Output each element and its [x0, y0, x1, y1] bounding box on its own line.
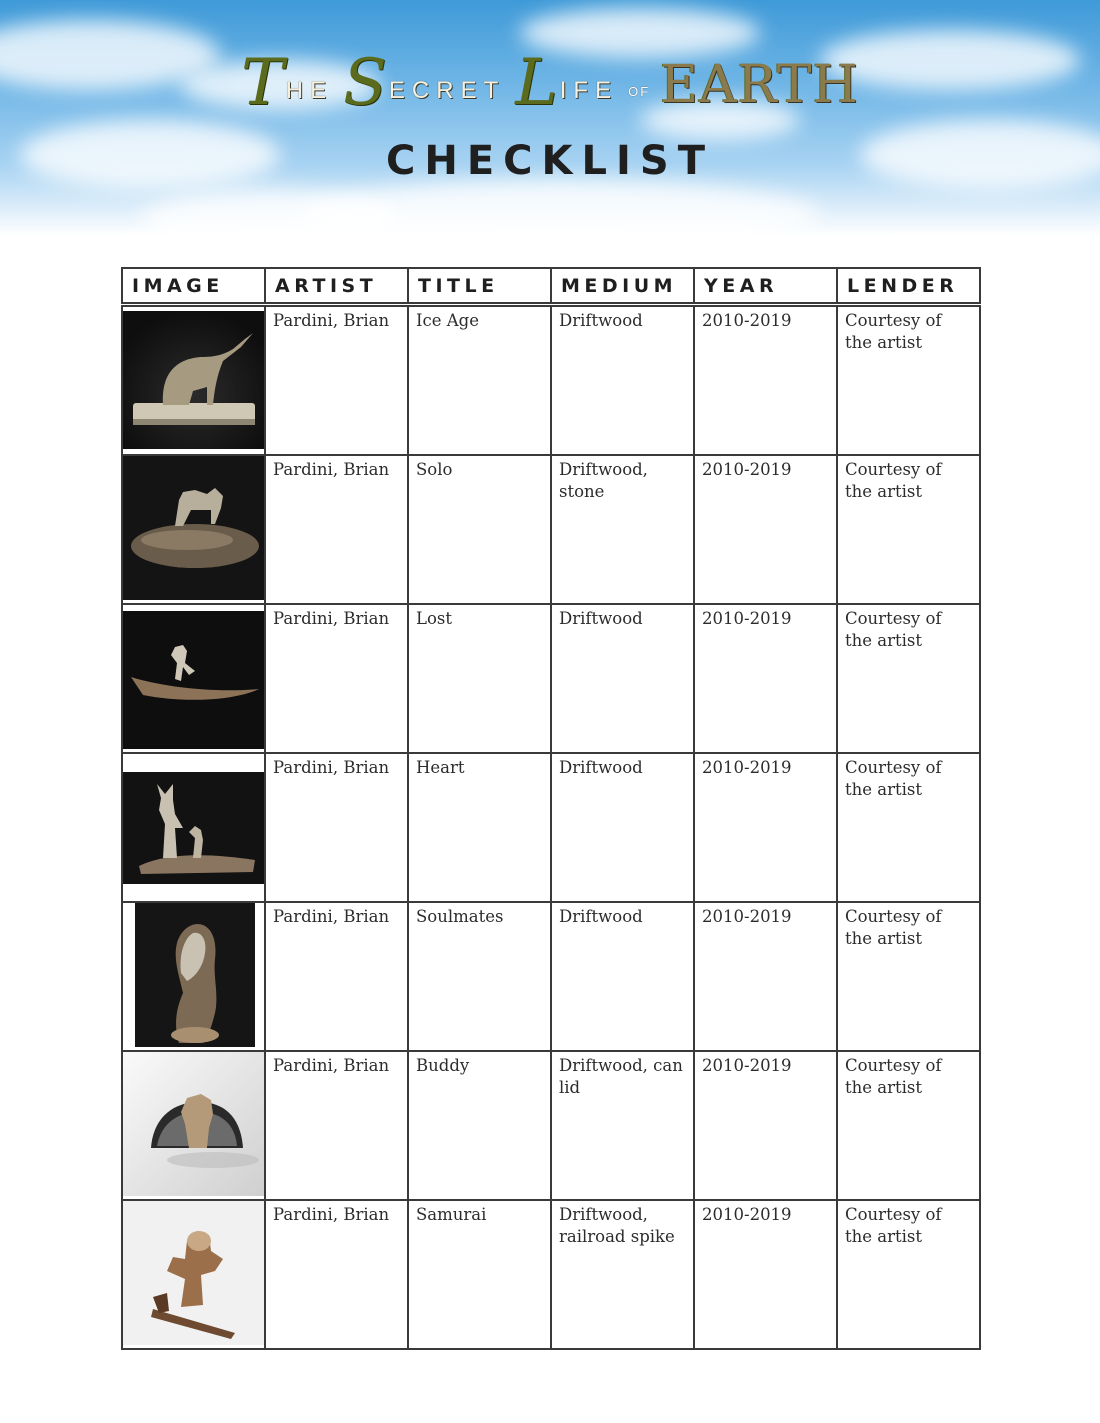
artwork-photo	[123, 754, 265, 898]
artwork-image-cell	[122, 753, 265, 902]
sky-banner	[0, 0, 1100, 236]
artwork-photo	[123, 307, 265, 451]
lender-cell: Courtesy of the artist	[837, 305, 980, 456]
table-row	[122, 455, 980, 604]
logo-word-the	[241, 46, 334, 120]
table-header-row	[122, 268, 980, 305]
column-header-lender: LENDER	[837, 268, 980, 305]
artist-cell: Pardini, Brian	[265, 753, 408, 902]
medium-cell: Driftwood, railroad spike	[551, 1200, 694, 1349]
medium-cell: Driftwood	[551, 902, 694, 1051]
logo-initial: S	[343, 46, 387, 120]
column-header-medium: MEDIUM	[551, 268, 694, 305]
artwork-image-cell	[122, 902, 265, 1051]
artwork-photo	[123, 903, 265, 1047]
column-header-year: YEAR	[694, 268, 837, 305]
lender-cell: Courtesy of the artist	[837, 1051, 980, 1200]
artwork-image-cell	[122, 455, 265, 604]
artist-cell: Pardini, Brian	[265, 902, 408, 1051]
artwork-image-cell	[122, 1051, 265, 1200]
year-cell: 2010-2019	[694, 455, 837, 604]
lender-cell: Courtesy of the artist	[837, 1200, 980, 1349]
checklist-table	[121, 267, 981, 1350]
medium-cell: Driftwood, stone	[551, 455, 694, 604]
year-cell: 2010-2019	[694, 305, 837, 456]
artwork-image-cell	[122, 1200, 265, 1349]
exhibition-logo	[0, 46, 1100, 120]
year-cell: 2010-2019	[694, 604, 837, 753]
title-cell: Ice Age	[408, 305, 551, 456]
title-cell: Samurai	[408, 1200, 551, 1349]
year-cell: 2010-2019	[694, 902, 837, 1051]
table-row	[122, 305, 980, 456]
table-row	[122, 1200, 980, 1349]
column-header-image: IMAGE	[122, 268, 265, 305]
table-row	[122, 902, 980, 1051]
table-row	[122, 753, 980, 902]
title-cell: Solo	[408, 455, 551, 604]
medium-cell: Driftwood	[551, 305, 694, 456]
year-cell: 2010-2019	[694, 1051, 837, 1200]
logo-initial: T	[241, 46, 284, 120]
logo-text: IFE	[559, 77, 619, 104]
lender-cell: Courtesy of the artist	[837, 604, 980, 753]
artwork-photo	[123, 1052, 265, 1196]
lender-cell: Courtesy of the artist	[837, 902, 980, 1051]
title-cell: Buddy	[408, 1051, 551, 1200]
logo-word-secret	[343, 46, 506, 120]
year-cell: 2010-2019	[694, 1200, 837, 1349]
artist-cell: Pardini, Brian	[265, 1200, 408, 1349]
page-title: CHECKLIST	[386, 138, 714, 184]
title-cell: Soulmates	[408, 902, 551, 1051]
artwork-image-cell	[122, 604, 265, 753]
artist-cell: Pardini, Brian	[265, 455, 408, 604]
column-header-artist: ARTIST	[265, 268, 408, 305]
lender-cell: Courtesy of the artist	[837, 455, 980, 604]
logo-word-life	[515, 46, 619, 120]
logo-initial: L	[515, 46, 558, 120]
artist-cell: Pardini, Brian	[265, 604, 408, 753]
artist-cell: Pardini, Brian	[265, 305, 408, 456]
medium-cell: Driftwood	[551, 753, 694, 902]
table-row	[122, 604, 980, 753]
lender-cell: Courtesy of the artist	[837, 753, 980, 902]
logo-connector: OF	[628, 84, 651, 99]
title-cell: Lost	[408, 604, 551, 753]
column-header-title: TITLE	[408, 268, 551, 305]
artwork-photo	[123, 1201, 265, 1345]
artwork-photo	[123, 456, 265, 600]
artwork-photo	[123, 605, 265, 749]
artist-cell: Pardini, Brian	[265, 1051, 408, 1200]
title-cell: Heart	[408, 753, 551, 902]
logo-text: ECRET	[388, 77, 506, 104]
year-cell: 2010-2019	[694, 753, 837, 902]
logo-word-earth: EARTH	[660, 55, 859, 115]
medium-cell: Driftwood, can lid	[551, 1051, 694, 1200]
table-row	[122, 1051, 980, 1200]
medium-cell: Driftwood	[551, 604, 694, 753]
artwork-image-cell	[122, 305, 265, 456]
logo-text: HE	[285, 77, 334, 104]
